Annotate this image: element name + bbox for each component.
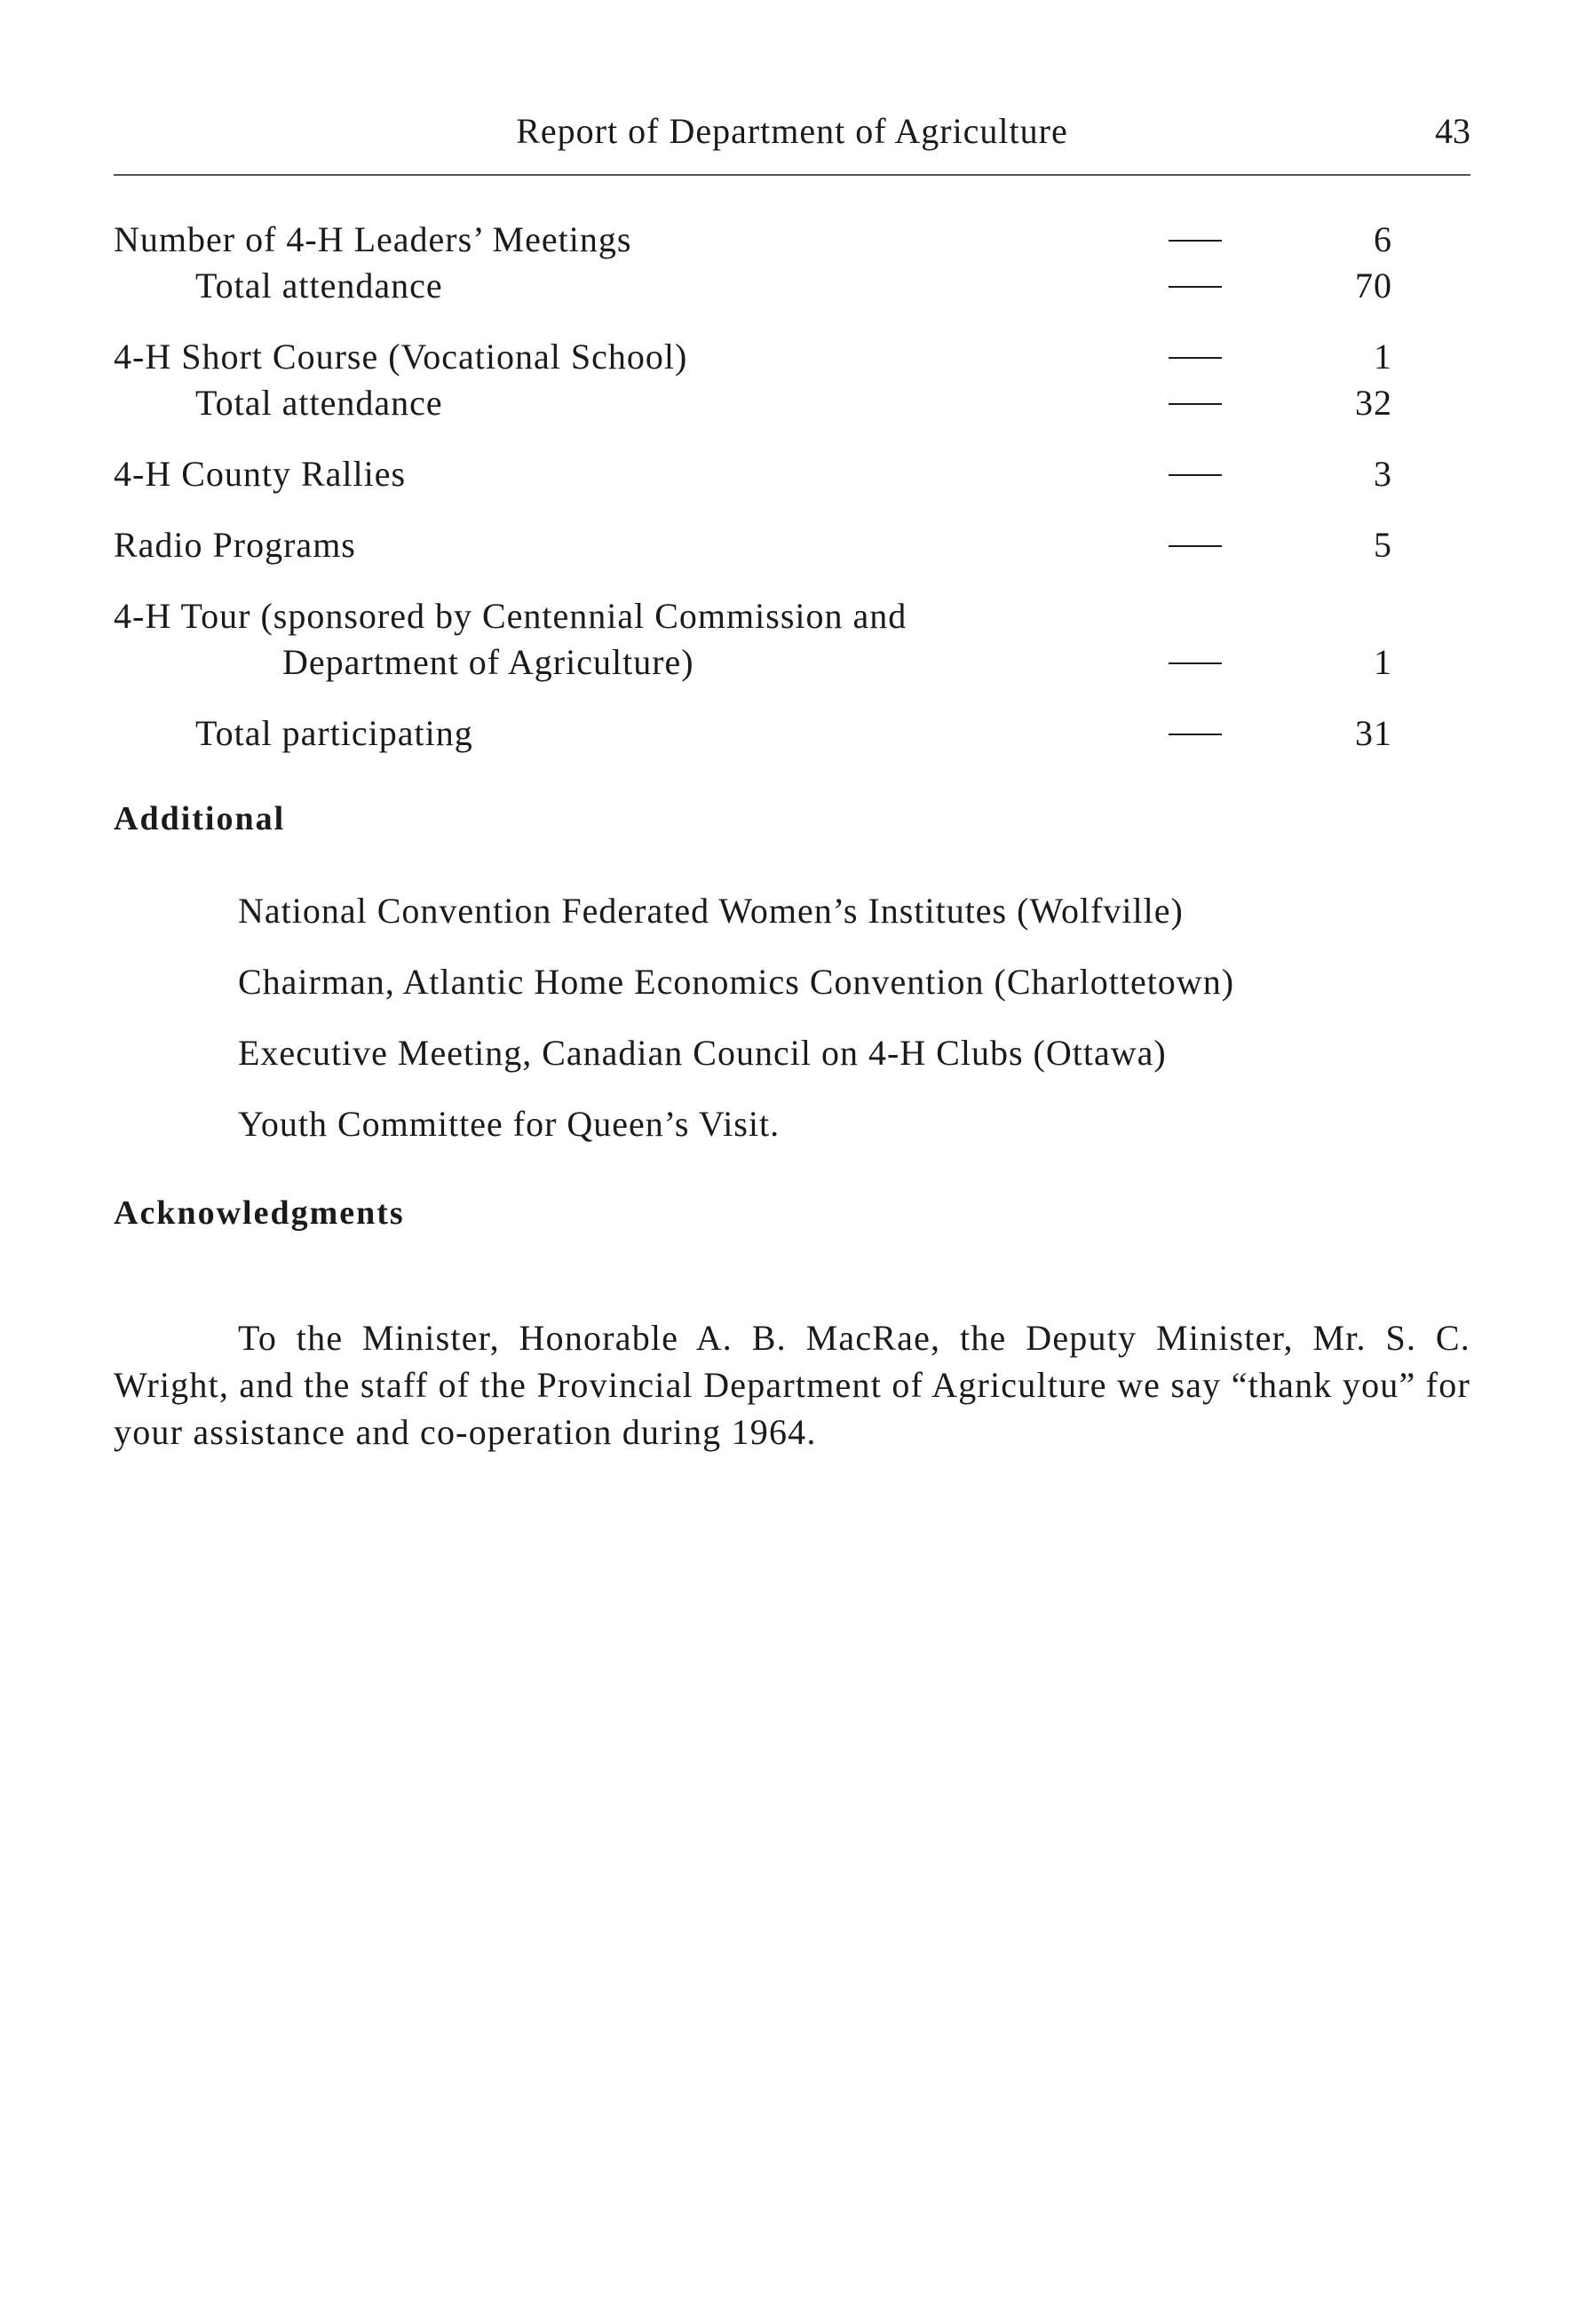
stat-row (114, 334, 1446, 380)
stat-row (114, 522, 1446, 568)
additional-heading: Additional (114, 800, 286, 837)
stat-label: Department of Agriculture) (282, 642, 694, 682)
stat-value: 70 (1355, 266, 1392, 305)
stat-value: 1 (1374, 337, 1392, 377)
leader-dash (1169, 286, 1222, 288)
stat-value: 6 (1374, 219, 1392, 259)
leader-dash (1169, 734, 1222, 735)
list-item: Youth Committee for Queen’s Visit. (238, 1104, 781, 1144)
stat-value: 5 (1374, 525, 1392, 565)
acknowledgments-heading: Acknowledgments (114, 1194, 405, 1232)
statistics-list (114, 217, 1446, 757)
list-item: Executive Meeting, Canadian Council on 4-H Clubs (Ottawa) (238, 1033, 1167, 1073)
stat-label: Total attendance (195, 266, 443, 305)
stat-row (114, 593, 1446, 639)
stat-label: Total participating (195, 713, 473, 753)
stat-row (114, 639, 1446, 686)
acknowledgments-paragraph: To the Minister, Honorable A. B. MacRae, the Deputy Minister, Mr. S. C. Wright, and the staff of the Provincial Department of Agriculture we say “thank you” for your assistance and co-operation during 1964. (114, 1318, 1470, 1452)
leader-dash (1169, 357, 1222, 359)
stat-label: Number of 4-H Leaders’ Meetings (114, 219, 632, 259)
stat-value: 3 (1374, 454, 1392, 494)
stat-label: 4-H Tour (sponsored by Centennial Commission and (114, 596, 907, 636)
stat-row (114, 217, 1446, 263)
stat-label: Total attendance (195, 383, 443, 423)
stat-row (114, 263, 1446, 309)
stat-row (114, 451, 1446, 497)
running-header (114, 107, 1470, 156)
stat-row (114, 710, 1446, 757)
header-rule (114, 174, 1470, 176)
stat-value: 31 (1355, 713, 1392, 753)
leader-dash (1169, 474, 1222, 476)
list-item: Chairman, Atlantic Home Economics Convention (Charlottetown) (238, 962, 1235, 1002)
leader-dash (1169, 545, 1222, 547)
list-item: National Convention Federated Women’s Institutes (Wolfville) (238, 891, 1184, 931)
leader-dash (1169, 662, 1222, 664)
running-title: Report of Department of Agriculture (516, 111, 1068, 151)
leader-dash (1169, 403, 1222, 405)
stat-value: 32 (1355, 383, 1392, 423)
stat-label: 4-H County Rallies (114, 454, 407, 494)
additional-list (238, 888, 1481, 1172)
leader-dash (1169, 240, 1222, 242)
stat-row (114, 380, 1446, 426)
stat-label: Radio Programs (114, 525, 356, 565)
page-number: 43 (1435, 111, 1470, 151)
stat-value: 1 (1374, 642, 1392, 682)
stat-label: 4-H Short Course (Vocational School) (114, 337, 688, 377)
